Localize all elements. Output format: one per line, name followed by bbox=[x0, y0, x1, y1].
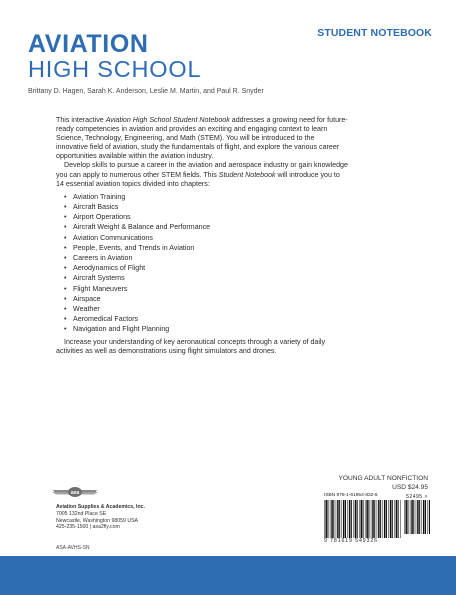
authors-line: Brittany D. Hagen, Sarah K. Anderson, Leslie M. Martin, and Paul R. Snyder bbox=[28, 88, 264, 95]
barcode-bar bbox=[419, 500, 420, 534]
barcode-bar bbox=[345, 500, 346, 538]
barcode-bar bbox=[336, 500, 337, 538]
barcode-bar bbox=[372, 500, 374, 538]
barcode-bar bbox=[368, 500, 369, 538]
barcode-bar bbox=[386, 500, 387, 538]
chapter-label: Airspace bbox=[73, 294, 101, 303]
chapter-item bbox=[64, 294, 348, 304]
chapter-item bbox=[64, 212, 348, 222]
publisher-address-2: Newcastle, Washington 98059 USA bbox=[56, 517, 138, 524]
chapter-label: Aviation Training bbox=[73, 192, 126, 201]
barcode-bar bbox=[327, 500, 328, 538]
chapter-item bbox=[64, 304, 348, 314]
bullet-icon: • bbox=[64, 213, 67, 222]
barcode-bar bbox=[357, 500, 358, 538]
barcode-bar bbox=[359, 500, 360, 538]
chapter-item bbox=[64, 284, 348, 294]
catalog-number: ASA-AVHS-SN bbox=[56, 545, 90, 551]
barcode-bar bbox=[325, 500, 327, 538]
chapter-label: Aircraft Basics bbox=[73, 202, 119, 211]
bullet-icon: • bbox=[64, 264, 67, 273]
barcode-bar bbox=[429, 500, 430, 534]
barcode-bar bbox=[349, 500, 351, 538]
bullet-icon: • bbox=[64, 274, 67, 283]
chapter-item bbox=[64, 233, 348, 243]
chapter-label: Navigation and Flight Planning bbox=[73, 325, 170, 334]
barcode-bar bbox=[400, 500, 401, 538]
barcode-bar bbox=[404, 500, 405, 534]
publisher-block bbox=[56, 504, 145, 531]
price-addon-bars bbox=[404, 500, 430, 534]
barcode-bar bbox=[411, 500, 413, 534]
ean-barcode-bars bbox=[324, 500, 402, 538]
bullet-icon: • bbox=[64, 315, 67, 324]
intro-text-1: This interactive bbox=[56, 116, 106, 124]
barcode-bar bbox=[423, 500, 425, 534]
barcode-bar bbox=[410, 500, 411, 534]
barcode-bar bbox=[392, 500, 393, 538]
bullet-icon: • bbox=[64, 253, 67, 262]
chapter-label: Aircraft Systems bbox=[73, 274, 125, 283]
logo-text: asa bbox=[70, 489, 80, 496]
price-addon-digits: 52495 > bbox=[406, 494, 428, 500]
skills-paragraph bbox=[56, 161, 348, 188]
bisac-category: YOUNG ADULT NONFICTION bbox=[338, 475, 428, 482]
barcode-bar bbox=[427, 500, 428, 534]
bullet-icon: • bbox=[64, 284, 67, 293]
bullet-icon: • bbox=[64, 223, 67, 232]
closing-paragraph: Increase your understanding of key aeronautical concepts through a variety of daily activities as well as demonstrations using flight simulators and drones. bbox=[56, 337, 326, 355]
barcode-bar bbox=[374, 500, 375, 538]
barcode-bar bbox=[331, 500, 333, 538]
barcode-bar bbox=[355, 500, 357, 538]
barcode-bar bbox=[353, 500, 354, 538]
intro-text-2: addresses a growing need for future-ready competencies in aviation and provides an exciting and engaging context to learn Science, Technology, Engineering, and Math (STEM). You will be introduced to the innovative field of aviation, study the fundamentals of flight, and explore the various career opportunities available within the aviation industry. bbox=[56, 116, 348, 161]
barcode-bar bbox=[351, 500, 352, 538]
barcode-bar bbox=[324, 500, 325, 538]
chapter-label: Weather bbox=[73, 304, 100, 313]
barcode-bar bbox=[398, 500, 399, 538]
bullet-icon: • bbox=[64, 294, 67, 303]
barcode-bar bbox=[361, 500, 363, 538]
barcode-bar bbox=[407, 500, 408, 534]
asa-wings-logo bbox=[51, 484, 99, 500]
publisher-contact: 425-235-1500 | asa2fly.com bbox=[56, 524, 120, 531]
barcode-bar bbox=[405, 500, 407, 534]
barcode-bar bbox=[413, 500, 414, 534]
bullet-icon: • bbox=[64, 243, 67, 252]
chapter-item bbox=[64, 243, 348, 253]
chapter-label: Flight Maneuvers bbox=[73, 284, 128, 293]
bullet-icon: • bbox=[64, 202, 67, 211]
chapter-label: People, Events, and Trends in Aviation bbox=[73, 243, 195, 252]
chapter-item bbox=[64, 222, 348, 232]
chapter-label: Aircraft Weight & Balance and Performance bbox=[73, 223, 211, 232]
bullet-icon: • bbox=[64, 304, 67, 313]
barcode-bar bbox=[339, 500, 340, 538]
skills-text-2: will introduce you to 14 essential aviation topics divided into chapters: bbox=[56, 170, 340, 188]
barcode-bar bbox=[377, 500, 378, 538]
chapter-label: Careers in Aviation bbox=[73, 253, 133, 262]
barcode-bar bbox=[363, 500, 364, 538]
barcode-bar bbox=[333, 500, 334, 538]
barcode-bar bbox=[390, 500, 392, 538]
chapter-label: Aeromedical Factors bbox=[73, 315, 139, 324]
barcode-bar bbox=[396, 500, 398, 538]
title-line-2: HIGH SCHOOL bbox=[28, 56, 202, 82]
chapter-label: Aerodynamics of Flight bbox=[73, 264, 146, 273]
title-line-1: AVIATION bbox=[28, 30, 149, 58]
bullet-icon: • bbox=[64, 325, 67, 334]
barcode-bar bbox=[388, 500, 389, 538]
chapter-item bbox=[64, 202, 348, 212]
barcode-bar bbox=[342, 500, 343, 538]
chapter-label: Airport Operations bbox=[73, 213, 131, 222]
barcode-bar bbox=[347, 500, 348, 538]
skills-text-1: Develop skills to pursue a career in the aviation and aerospace industry or gain knowledge you can apply to numerous other STEM fields. This bbox=[56, 161, 348, 179]
ean-digits: 9 781619 549326 bbox=[324, 538, 378, 544]
intro-book-title: Aviation High School Student Notebook bbox=[105, 116, 230, 124]
chapter-item bbox=[64, 192, 348, 202]
chapter-item bbox=[64, 253, 348, 263]
publisher-name: Aviation Supplies & Academics, Inc. bbox=[56, 504, 145, 510]
barcode bbox=[322, 490, 432, 546]
chapter-list bbox=[64, 192, 348, 335]
barcode-bar bbox=[394, 500, 395, 538]
skills-book-title: Student Notebook bbox=[218, 170, 276, 179]
barcode-bar bbox=[343, 500, 345, 538]
chapter-item bbox=[64, 273, 348, 283]
barcode-bar bbox=[416, 500, 417, 534]
footer-color-band bbox=[0, 556, 456, 595]
barcode-bar bbox=[417, 500, 419, 534]
chapter-label: Aviation Communications bbox=[73, 233, 153, 242]
barcode-bar bbox=[330, 500, 331, 538]
barcode-bar bbox=[371, 500, 372, 538]
series-badge: STUDENT NOTEBOOK bbox=[317, 27, 432, 39]
barcode-bar bbox=[378, 500, 380, 538]
bullet-icon: • bbox=[64, 233, 67, 242]
barcode-bar bbox=[337, 500, 339, 538]
barcode-bar bbox=[425, 500, 426, 534]
isbn-text: ISBN 978-1-61954-832-6 bbox=[324, 493, 378, 498]
barcode-bar bbox=[380, 500, 381, 538]
barcode-bar bbox=[383, 500, 384, 538]
barcode-bar bbox=[422, 500, 423, 534]
barcode-bar bbox=[366, 500, 368, 538]
description-body bbox=[56, 116, 348, 356]
chapter-item bbox=[64, 324, 348, 334]
chapter-item bbox=[64, 314, 348, 324]
barcode-bar bbox=[365, 500, 366, 538]
price: USD $24.95 bbox=[392, 483, 428, 491]
intro-paragraph bbox=[56, 116, 348, 161]
barcode-bar bbox=[384, 500, 386, 538]
chapter-item bbox=[64, 263, 348, 273]
publisher-address-1: 7005 132nd Place SE bbox=[56, 510, 107, 517]
bullet-icon: • bbox=[64, 192, 67, 201]
